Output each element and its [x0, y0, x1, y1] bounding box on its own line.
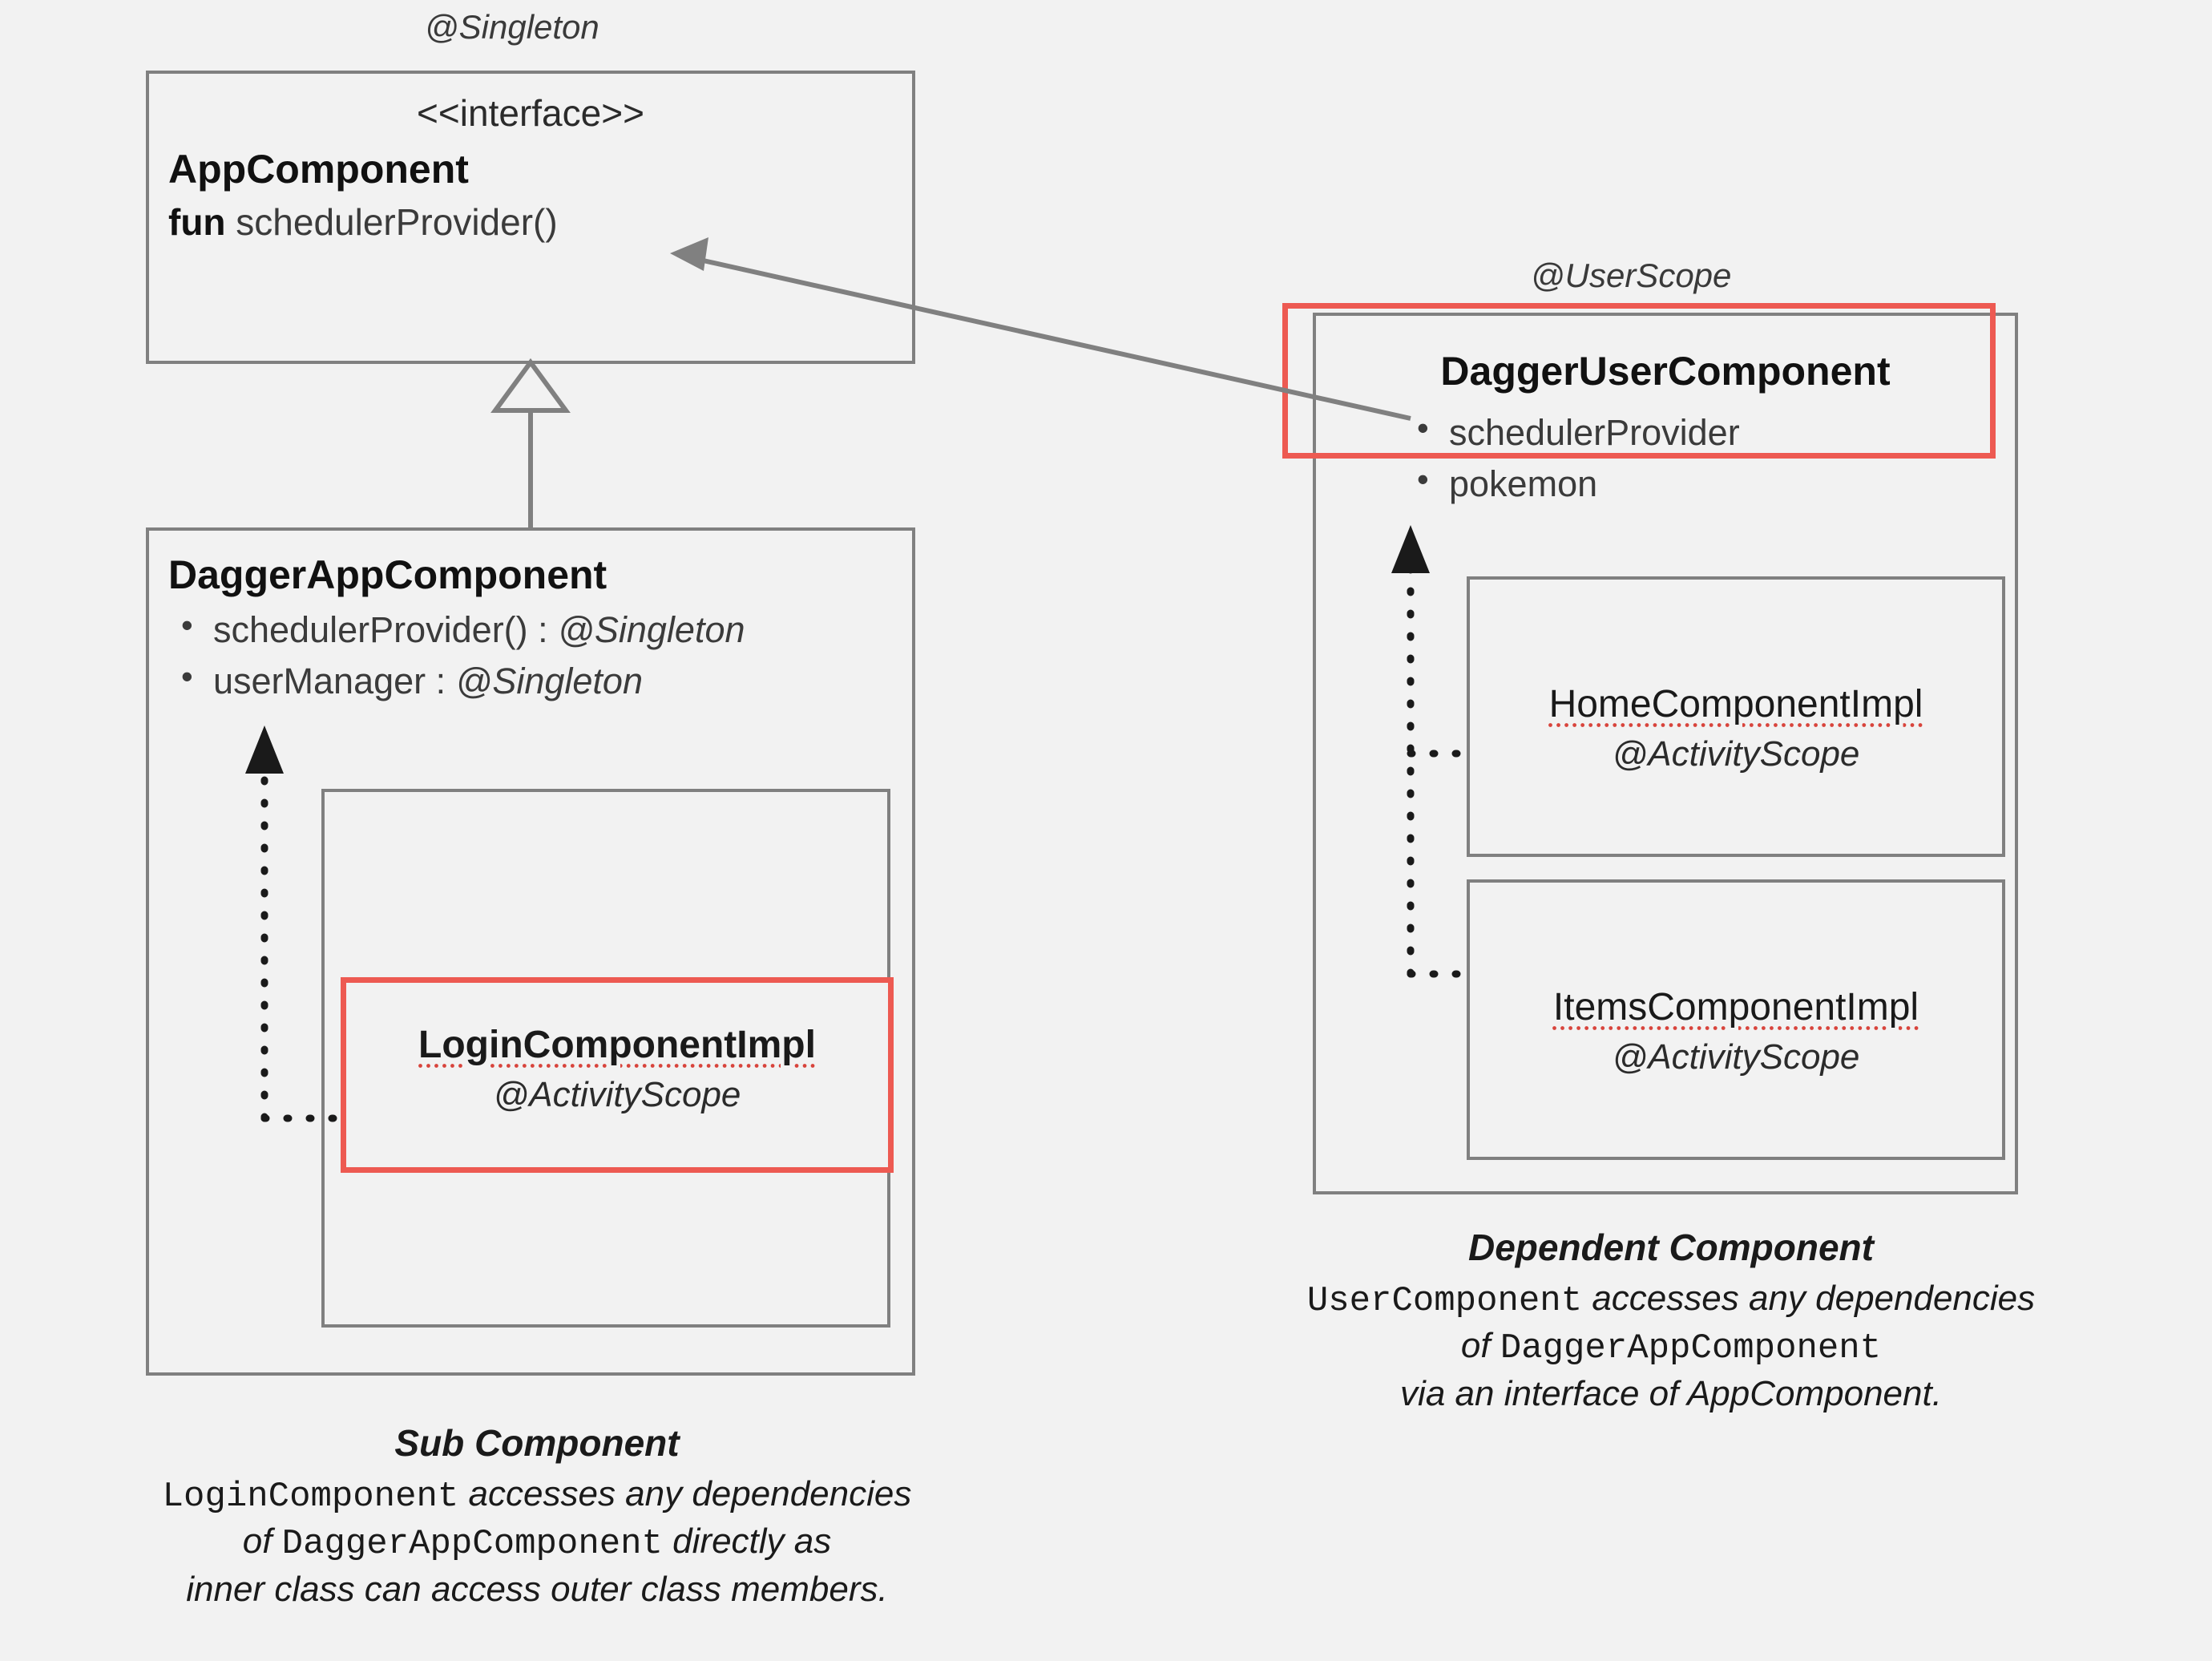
impl-name-home-component: HomeComponentImpl	[1548, 683, 1923, 725]
member-scope: @Singleton	[455, 661, 643, 701]
caption-line-1	[1226, 1276, 2116, 1324]
member-scheduler-provider	[176, 609, 912, 651]
member-list-dagger-app-component	[149, 609, 912, 702]
caption-dependent-component	[1226, 1225, 2116, 1416]
inheritance-connector	[495, 362, 566, 527]
member-scheduler-provider: • schedulerProvider	[1412, 412, 2015, 454]
caption-mono-login-component: LoginComponent	[162, 1476, 459, 1517]
caption-line-2-rest: directly as	[662, 1522, 832, 1562]
scope-label-user-scope: @UserScope	[1531, 257, 1732, 294]
method-scheduler-provider	[149, 200, 912, 244]
keyword-fun: fun	[168, 201, 226, 243]
class-name-app-component: AppComponent	[168, 147, 469, 192]
caption-mono-dagger-app-component: DaggerAppComponent	[281, 1524, 663, 1565]
scope-label-singleton: @Singleton	[425, 8, 599, 46]
caption-line-2-pre: of	[242, 1522, 282, 1562]
caption-line-2-pre: of	[1460, 1326, 1500, 1366]
member-text: schedulerProvider() :	[213, 609, 559, 650]
member-text: userManager :	[213, 661, 456, 701]
impl-scope-home-component: @ActivityScope	[1612, 734, 1860, 774]
member-scope: @Singleton	[558, 609, 745, 650]
impl-box-login-component	[341, 977, 894, 1173]
class-box-dagger-app-component	[146, 527, 915, 1376]
class-name-dagger-app-component: DaggerAppComponent	[168, 552, 607, 597]
caption-line-1-rest: accesses any dependencies	[458, 1473, 912, 1513]
impl-box-items-component	[1467, 879, 2005, 1160]
caption-title-dependent-component: Dependent Component	[1468, 1227, 1874, 1268]
stereotype-interface: <<interface>>	[417, 92, 644, 134]
caption-mono-user-component: UserComponent	[1306, 1280, 1583, 1321]
method-name-scheduler-provider: schedulerProvider()	[236, 201, 558, 243]
caption-sub-component	[0, 1421, 1074, 1611]
impl-scope-login-component: @ActivityScope	[493, 1075, 741, 1114]
class-name-dagger-user-component: DaggerUserComponent	[1440, 349, 1891, 394]
caption-line-3: via an interface of AppComponent.	[1400, 1373, 1942, 1413]
impl-scope-items-component: @ActivityScope	[1612, 1037, 1860, 1077]
caption-mono-dagger-app-component: DaggerAppComponent	[1500, 1328, 1882, 1369]
caption-title-sub-component: Sub Component	[394, 1422, 680, 1464]
class-box-app-component	[146, 71, 915, 364]
impl-box-home-component	[1467, 576, 2005, 857]
member-user-manager	[176, 661, 912, 702]
caption-line-2	[0, 1519, 1074, 1566]
member-pokemon: • pokemon	[1412, 463, 2015, 505]
caption-line-3: inner class can access outer class members.	[186, 1569, 888, 1609]
caption-line-2	[1226, 1324, 2116, 1371]
impl-name-items-component: ItemsComponentImpl	[1552, 986, 1919, 1029]
caption-line-1	[0, 1472, 1074, 1519]
caption-line-1-rest: accesses any dependencies	[1582, 1278, 2036, 1318]
impl-name-login-component: LoginComponentImpl	[418, 1024, 816, 1066]
highlight-box-dagger-user-component	[1282, 303, 1996, 459]
